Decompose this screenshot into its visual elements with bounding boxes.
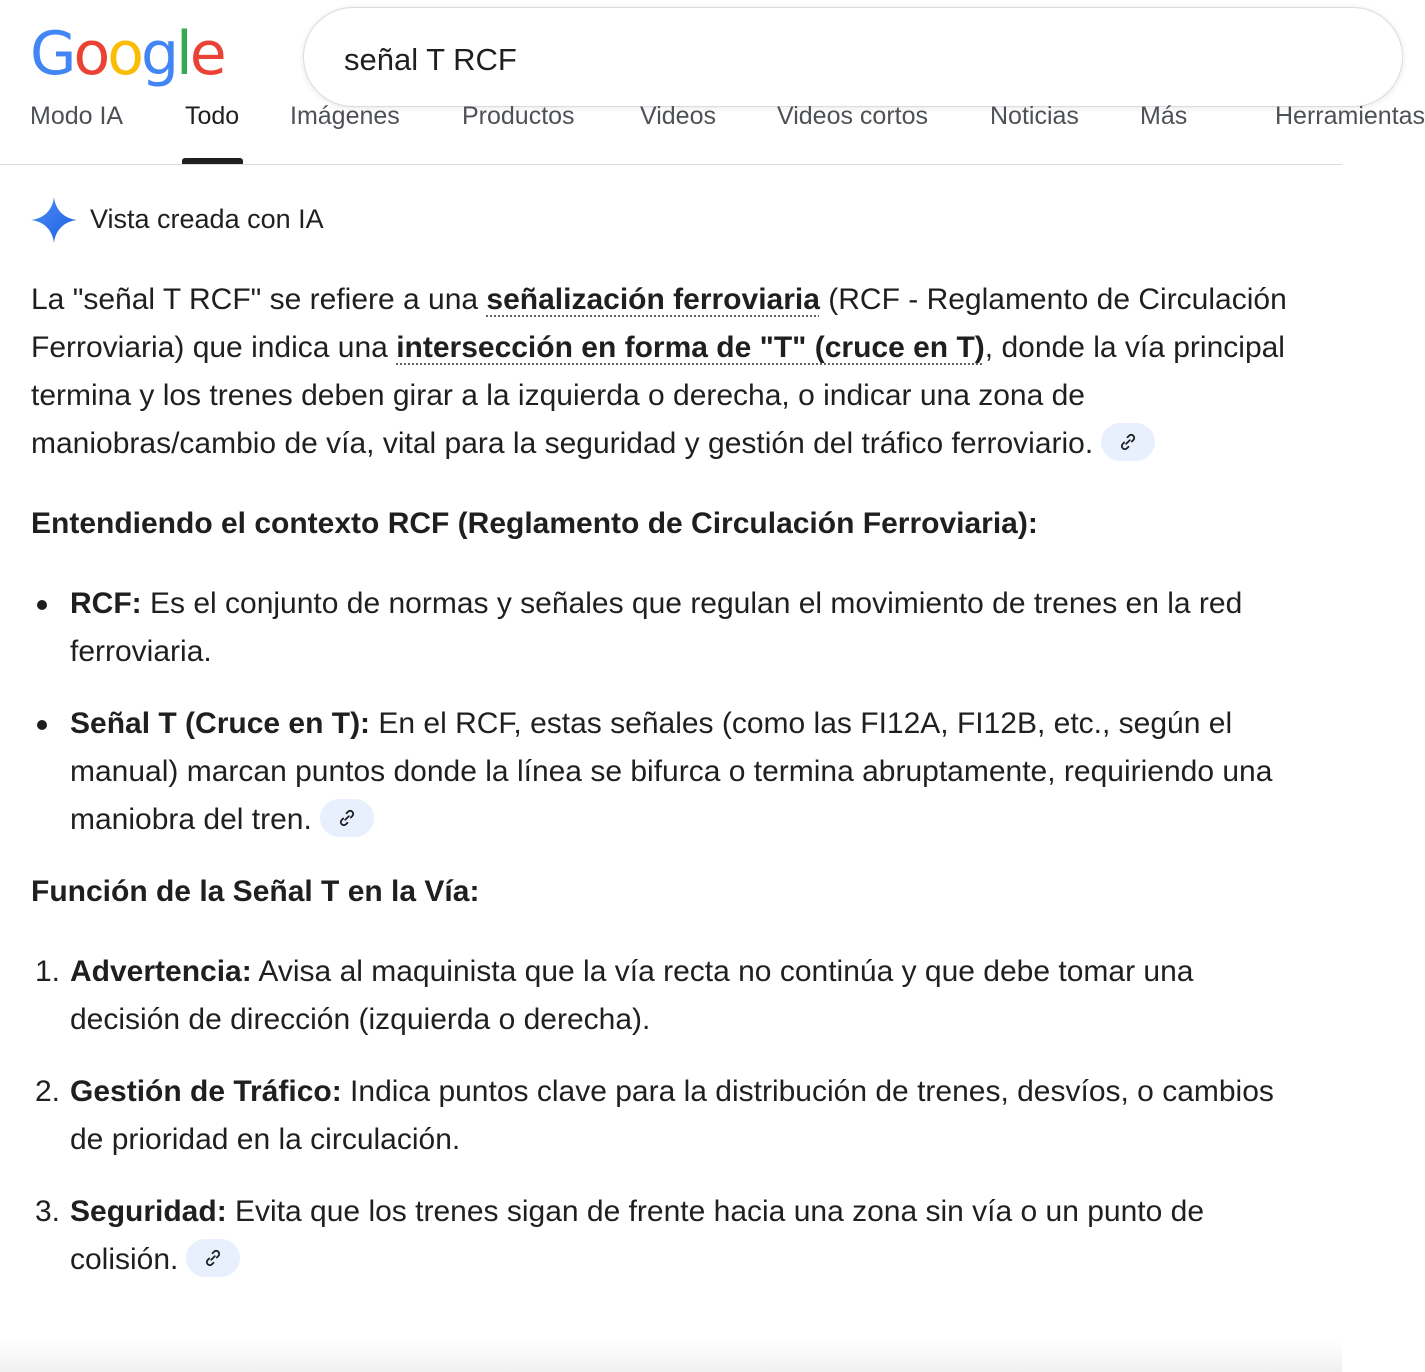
list-item <box>31 1068 1301 1164</box>
tab-videos-cortos[interactable]: Videos cortos <box>777 102 929 130</box>
active-tab-indicator <box>182 158 243 164</box>
tab-mas[interactable]: Más <box>1140 102 1188 130</box>
search-input[interactable]: señal T RCF <box>344 42 517 77</box>
item-text: Avisa al maquinista que la vía recta no continúa y que debe tomar una decisión de dirección (izquierda o derecha). <box>70 955 1194 1036</box>
tab-modo-ia[interactable]: Modo IA <box>30 102 124 130</box>
item-term: RCF: <box>70 587 142 620</box>
section-heading: Entendiendo el contexto RCF (Reglamento de Circulación Ferroviaria): <box>31 507 1038 540</box>
intro-text: (RCF - Reglamento de Circulación Ferroviaria) que indica una <box>31 283 1287 364</box>
search-tabs <box>0 102 1425 165</box>
link-icon <box>203 1248 223 1268</box>
intro-text: , donde la vía principal termina y los trenes deben girar a la izquierda o derecha, o indicar una zona de maniobras/cambio de vía, vital para la seguridad y gestión del tráfico ferroviario. <box>31 331 1285 460</box>
bullet-icon <box>37 720 47 730</box>
tab-imagenes[interactable]: Imágenes <box>290 102 400 130</box>
item-term: Seguridad: <box>70 1195 227 1228</box>
logo-letter: e <box>189 19 224 89</box>
item-term: Advertencia: <box>70 955 252 988</box>
term-link-senalizacion[interactable]: señalización ferroviaria <box>486 283 820 316</box>
logo-letter: o <box>73 19 108 89</box>
item-text: Evita que los trenes sigan de frente hacia una zona sin vía o un punto de colisión. <box>70 1195 1205 1276</box>
tab-todo[interactable]: Todo <box>185 102 240 130</box>
item-text: En el RCF, estas señales (como las FI12A, FI12B, etc., según el manual) marcan puntos donde la línea se bifurca o termina abruptamente, requiriendo una maniobra del tren. <box>70 707 1273 836</box>
list-item <box>31 700 1301 844</box>
item-term: Señal T (Cruce en T): <box>70 707 371 740</box>
ai-overview-content <box>31 276 1301 1308</box>
source-link-button[interactable] <box>1101 423 1155 461</box>
logo-letter: l <box>176 19 190 89</box>
intro-text: La "señal T RCF" se refiere a una <box>31 283 487 316</box>
logo-letter: g <box>140 19 177 89</box>
source-link-button[interactable] <box>320 799 374 837</box>
link-icon <box>1118 432 1138 452</box>
list-item <box>31 1188 1301 1284</box>
sparkle-icon <box>30 196 78 244</box>
tab-videos[interactable]: Videos <box>640 102 716 130</box>
tab-productos[interactable]: Productos <box>462 102 575 130</box>
tab-noticias[interactable]: Noticias <box>990 102 1079 130</box>
bottom-fade <box>0 1340 1342 1372</box>
item-number: 1. <box>35 955 61 988</box>
list-item <box>31 948 1301 1044</box>
numbered-list <box>31 948 1301 1284</box>
tab-herramientas[interactable]: Herramientas <box>1275 102 1425 130</box>
intro-paragraph <box>31 276 1301 468</box>
item-text: Es el conjunto de normas y señales que regulan el movimiento de trenes en la red ferroviaria. <box>70 587 1243 668</box>
item-term: Gestión de Tráfico: <box>70 1075 342 1108</box>
ai-overview-label: Vista creada con IA <box>90 204 324 234</box>
logo-letter: o <box>107 19 141 89</box>
item-number: 3. <box>35 1195 61 1228</box>
item-text: Indica puntos clave para la distribución de trenes, desvíos, o cambios de prioridad en la circulación. <box>70 1075 1274 1156</box>
link-icon <box>337 808 357 828</box>
bullet-icon <box>37 600 47 610</box>
bullet-list <box>31 580 1301 844</box>
item-number: 2. <box>35 1075 61 1108</box>
section-heading: Función de la Señal T en la Vía: <box>31 875 480 908</box>
google-logo[interactable] <box>30 18 224 90</box>
source-link-button[interactable] <box>186 1239 240 1277</box>
list-item <box>31 580 1301 676</box>
search-box[interactable] <box>303 7 1403 107</box>
term-link-interseccion[interactable]: intersección en forma de "T" (cruce en T) <box>396 331 985 364</box>
logo-letter: G <box>30 19 74 89</box>
